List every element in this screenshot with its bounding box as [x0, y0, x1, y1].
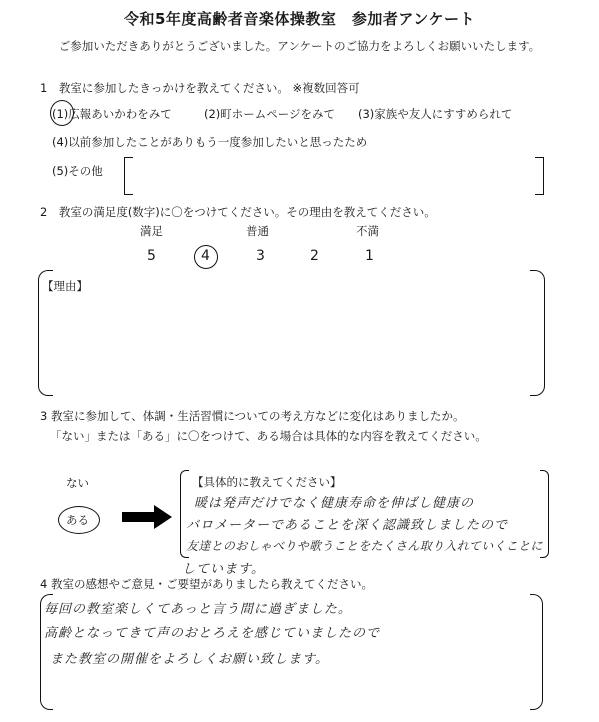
q4-question: 4 教室の感想やご意見・ご要望がありましたら教えてください。	[40, 577, 373, 591]
q2-scale-1[interactable]: 1	[365, 248, 374, 264]
q2-scale-label-satisfied: 満足	[140, 224, 163, 238]
q3-handwritten-line-2: バロメーターであることを深く認識致しましたので	[186, 518, 509, 533]
q3-detail-label: 【具体的に教えてください】	[192, 475, 342, 489]
q3-question-line2: 「ない」または「ある」に〇をつけて、ある場合は具体的な内容を教えてください。	[50, 429, 487, 443]
q3-handwritten-line-1: 暖は発声だけでなく健康寿命を伸ばし健康の	[194, 496, 475, 511]
q2-reason-label: 【理由】	[42, 279, 88, 293]
q1-question: 1 教室に参加したきっかけを教えてください。 ※複数回答可	[40, 81, 360, 95]
q4-handwritten-line-1: 毎回の教室楽しくてあっと言う間に過ぎました。	[44, 602, 352, 617]
q1-option-1[interactable]: (1)広報あいかわをみて	[52, 107, 172, 121]
q3-handwritten-line-4: しています。	[182, 562, 265, 577]
q2-scale-label-dissatisfied: 不満	[356, 224, 379, 238]
q2-scale-label-neutral: 普通	[246, 224, 269, 238]
survey-title: 令和5年度高齢者音楽体操教室 参加者アンケート	[123, 10, 476, 28]
q2-scale-3[interactable]: 3	[256, 248, 265, 264]
q1-other-bracket-left	[124, 157, 133, 195]
q1-other-bracket-right	[535, 157, 544, 195]
q1-option-3[interactable]: (3)家族や友人にすすめられて	[358, 107, 513, 121]
q4-handwritten-line-3: また教室の開催をよろしくお願い致します。	[50, 652, 329, 667]
q2-scale-4-circle-mark	[194, 245, 218, 269]
q2-scale-2[interactable]: 2	[310, 248, 319, 264]
q1-option-5[interactable]: (5)その他	[52, 164, 103, 178]
q4-bracket-right	[530, 594, 543, 710]
q1-option-1-circle-mark	[50, 100, 74, 126]
q3-option-yes[interactable]: ある	[66, 513, 89, 527]
q2-reason-bracket-right	[530, 270, 545, 396]
survey-intro: ご参加いただきありがとうございました。アンケートのご協力をよろしくお願いいたします。	[58, 39, 541, 53]
q1-option-2[interactable]: (2)町ホームページをみて	[204, 107, 336, 121]
q3-option-no[interactable]: ない	[66, 476, 89, 490]
q2-scale-5[interactable]: 5	[147, 248, 156, 264]
q2-question: 2 教室の満足度(数字)に〇をつけてください。その理由を教えてください。	[40, 205, 436, 219]
q3-option-yes-circle-mark	[58, 506, 100, 534]
q3-handwritten-line-3: 友達とのおしゃべりや歌うことをたくさん取り入れていくことに	[186, 539, 543, 553]
q4-handwritten-line-2: 高齢となってきて声のおとろえを感じていましたので	[44, 626, 381, 641]
q3-question-line1: 3 教室に参加して、体調・生活習慣についての考え方などに変化はありましたか。	[40, 409, 465, 423]
q2-scale-4[interactable]: 4	[201, 248, 210, 264]
q1-option-4[interactable]: (4)以前参加したことがありもう一度参加したいと思ったため	[52, 135, 368, 149]
arrow-right-icon	[122, 505, 174, 529]
